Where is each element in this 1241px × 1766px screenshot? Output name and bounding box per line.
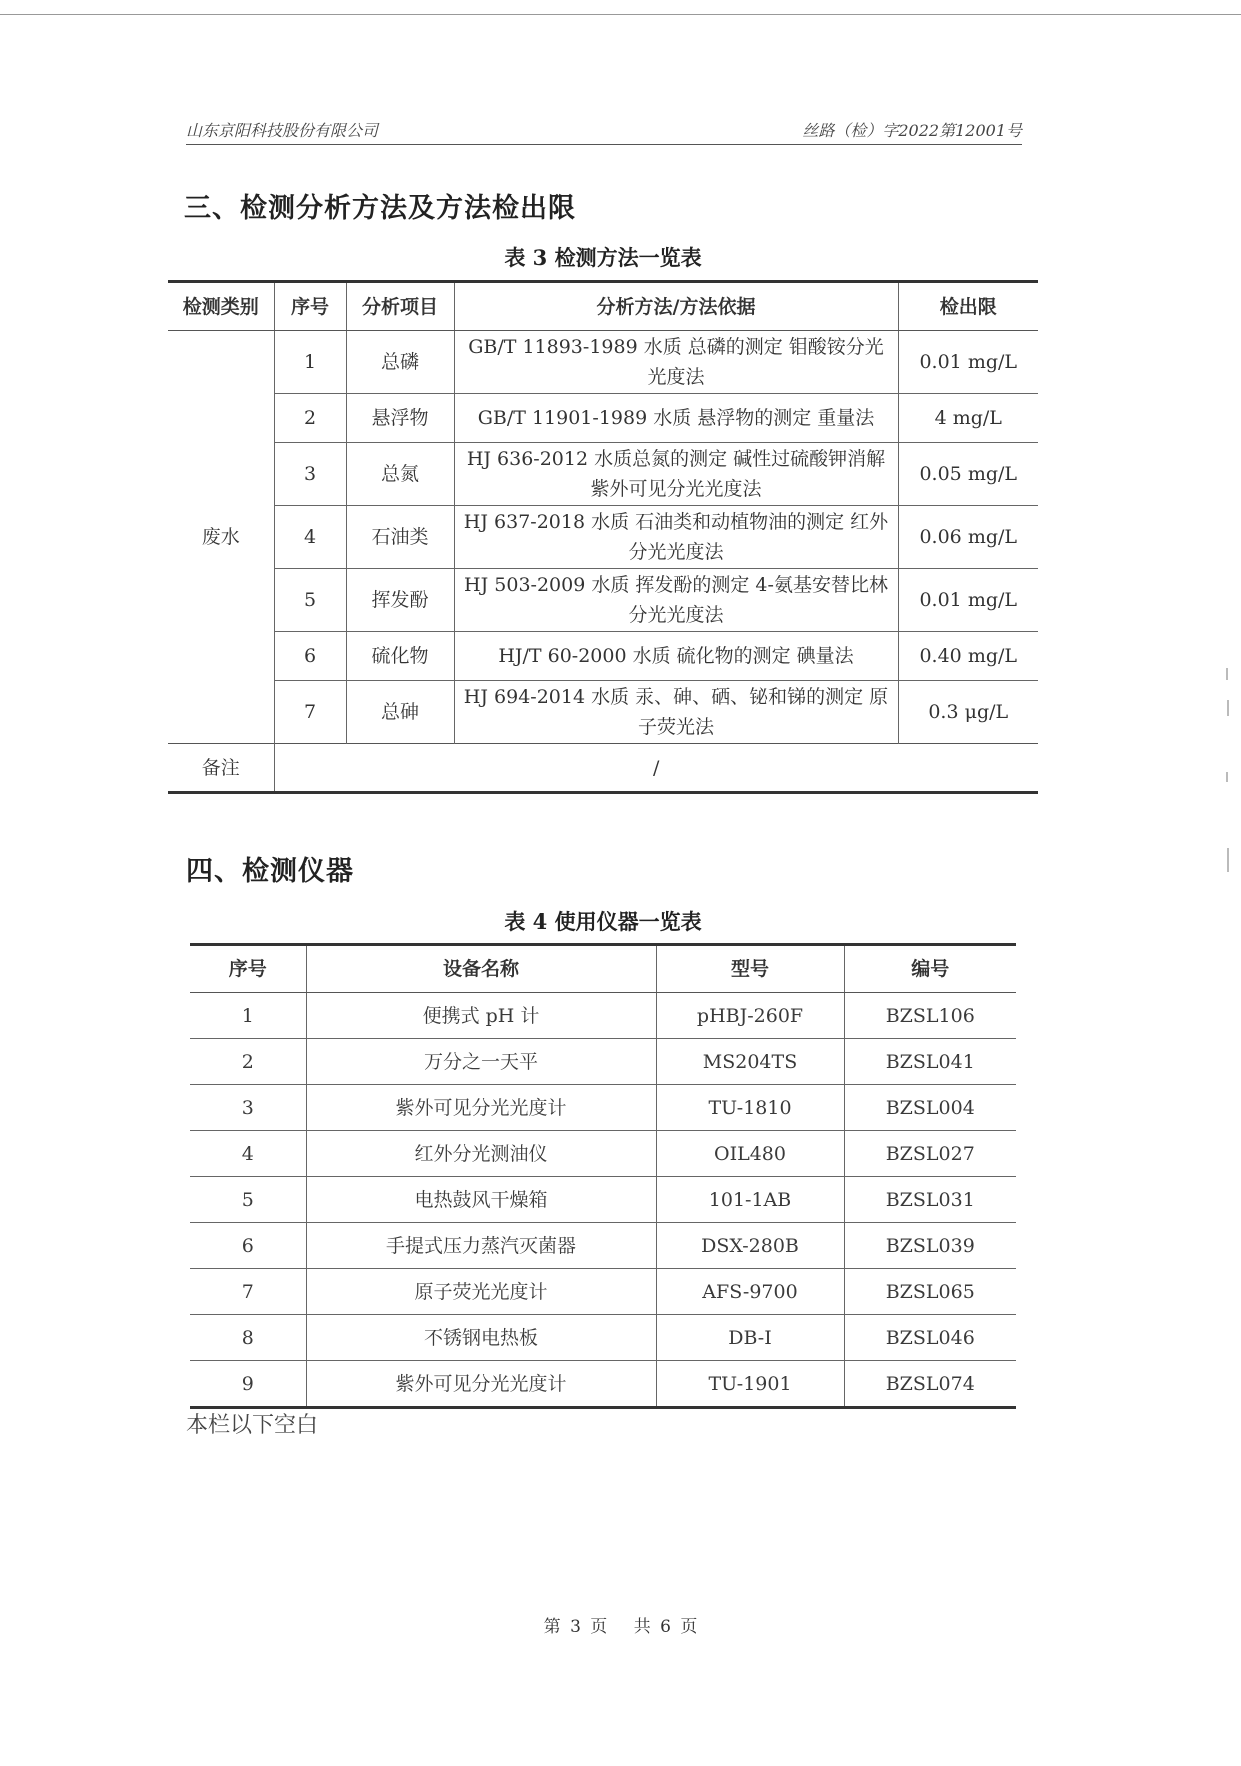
row-item: 石油类 [346, 506, 454, 569]
table-row [190, 1085, 1016, 1131]
blank-below-note: 本栏以下空白 [186, 1413, 319, 1438]
row-method: HJ 636-2012 水质总氮的测定 碱性过硫酸钾消解 紫外可见分光光度法 [454, 443, 898, 506]
scan-speck [1227, 700, 1229, 716]
scan-speck [1226, 668, 1228, 680]
note-row [168, 744, 1038, 793]
section3-title: 三、检测分析方法及方法检出限 [184, 193, 576, 224]
row-method: HJ 637-2018 水质 石油类和动植物油的测定 红外分光光度法 [454, 506, 898, 569]
row-limit: 0.01 mg/L [898, 569, 1038, 632]
row-name: 不锈钢电热板 [306, 1315, 656, 1361]
row-no: 6 [190, 1223, 306, 1269]
row-no: 3 [274, 443, 346, 506]
col-method: 分析方法/方法依据 [454, 282, 898, 331]
row-item: 悬浮物 [346, 394, 454, 443]
scan-top-edge [0, 14, 1241, 15]
table-row [190, 1131, 1016, 1177]
table-row [168, 331, 1038, 394]
row-model: DB-I [656, 1315, 844, 1361]
row-no: 2 [190, 1039, 306, 1085]
row-no: 5 [274, 569, 346, 632]
row-item: 挥发酚 [346, 569, 454, 632]
row-no: 4 [190, 1131, 306, 1177]
table-row [190, 1223, 1016, 1269]
page-header [186, 116, 1022, 145]
row-id: BZSL004 [844, 1085, 1016, 1131]
row-limit: 0.3 μg/L [898, 681, 1038, 744]
table4-caption: 表 4 使用仪器一览表 [504, 909, 702, 934]
row-name: 原子荧光光度计 [306, 1269, 656, 1315]
table-header-row [168, 282, 1038, 331]
instruments-table [190, 943, 1016, 1409]
category-cell: 废水 [201, 526, 240, 548]
row-id: BZSL046 [844, 1315, 1016, 1361]
table-row [168, 569, 1038, 632]
row-item: 总磷 [346, 331, 454, 394]
row-limit: 0.40 mg/L [898, 632, 1038, 681]
table-row [190, 1039, 1016, 1085]
row-no: 1 [274, 331, 346, 394]
scan-speck [1226, 772, 1228, 782]
col-limit: 检出限 [898, 282, 1038, 331]
note-value: / [274, 744, 1038, 793]
row-no: 7 [274, 681, 346, 744]
table-row [190, 1177, 1016, 1223]
row-no: 8 [190, 1315, 306, 1361]
row-model: TU-1901 [656, 1361, 844, 1408]
row-method: GB/T 11893-1989 水质 总磷的测定 钼酸铵分光光度法 [454, 331, 898, 394]
row-name: 万分之一天平 [306, 1039, 656, 1085]
table-row [190, 1269, 1016, 1315]
row-no: 4 [274, 506, 346, 569]
row-model: MS204TS [656, 1039, 844, 1085]
col-no: 序号 [190, 945, 306, 993]
methods-table [168, 280, 1038, 794]
row-no: 1 [241, 1004, 254, 1027]
row-model: 101-1AB [656, 1177, 844, 1223]
table-row [190, 993, 1016, 1039]
row-no: 3 [190, 1085, 306, 1131]
row-model: pHBJ-260F [656, 993, 844, 1039]
row-id: BZSL027 [844, 1131, 1016, 1177]
row-id: BZSL106 [844, 993, 1016, 1039]
row-limit: 0.06 mg/L [898, 506, 1038, 569]
table-row [168, 394, 1038, 443]
row-model: DSX-280B [656, 1223, 844, 1269]
section4-title: 四、检测仪器 [186, 856, 354, 887]
col-name: 设备名称 [306, 945, 656, 993]
table-row [168, 632, 1038, 681]
row-no: 9 [190, 1361, 306, 1408]
row-no: 5 [190, 1177, 306, 1223]
row-limit: 0.05 mg/L [898, 443, 1038, 506]
table-row [168, 506, 1038, 569]
col-no: 序号 [274, 282, 346, 331]
row-model: OIL480 [656, 1131, 844, 1177]
row-id: BZSL074 [844, 1361, 1016, 1408]
scan-speck [1227, 848, 1229, 872]
note-label: 备注 [168, 744, 274, 793]
table-row [190, 1315, 1016, 1361]
table-row [168, 443, 1038, 506]
col-category: 检测类别 [168, 282, 274, 331]
row-method: HJ 694-2014 水质 汞、砷、硒、铋和锑的测定 原子荧光法 [454, 681, 898, 744]
col-model: 型号 [656, 945, 844, 993]
page-number: 第 3 页 共 6 页 [543, 1617, 698, 1637]
report-number: 丝路（检）字2022第12001号 [802, 121, 1022, 140]
row-item: 总氮 [346, 443, 454, 506]
row-limit: 0.01 mg/L [898, 331, 1038, 394]
table-row [190, 1361, 1016, 1408]
col-id: 编号 [844, 945, 1016, 993]
row-name: 紫外可见分光光度计 [306, 1085, 656, 1131]
row-id: BZSL065 [844, 1269, 1016, 1315]
row-no: 2 [274, 394, 346, 443]
row-model: AFS-9700 [656, 1269, 844, 1315]
row-model: TU-1810 [656, 1085, 844, 1131]
row-id: BZSL041 [844, 1039, 1016, 1085]
row-method: GB/T 11901-1989 水质 悬浮物的测定 重量法 [454, 394, 898, 443]
row-name: 红外分光测油仪 [306, 1131, 656, 1177]
row-method: HJ 503-2009 水质 挥发酚的测定 4-氨基安替比林分光光度法 [454, 569, 898, 632]
row-id: BZSL031 [844, 1177, 1016, 1223]
row-no: 6 [274, 632, 346, 681]
table3-caption: 表 3 检测方法一览表 [504, 245, 702, 270]
table-header-row [190, 945, 1016, 993]
row-item: 总砷 [346, 681, 454, 744]
row-no: 7 [190, 1269, 306, 1315]
company-name: 山东京阳科技股份有限公司 [186, 121, 379, 140]
row-id: BZSL039 [844, 1223, 1016, 1269]
row-method: HJ/T 60-2000 水质 硫化物的测定 碘量法 [454, 632, 898, 681]
col-item: 分析项目 [346, 282, 454, 331]
table-row [168, 681, 1038, 744]
row-limit: 4 mg/L [898, 394, 1038, 443]
row-item: 硫化物 [346, 632, 454, 681]
row-name: 便携式 pH 计 [306, 993, 656, 1039]
row-name: 手提式压力蒸汽灭菌器 [306, 1223, 656, 1269]
row-name: 紫外可见分光光度计 [306, 1361, 656, 1408]
row-name: 电热鼓风干燥箱 [306, 1177, 656, 1223]
